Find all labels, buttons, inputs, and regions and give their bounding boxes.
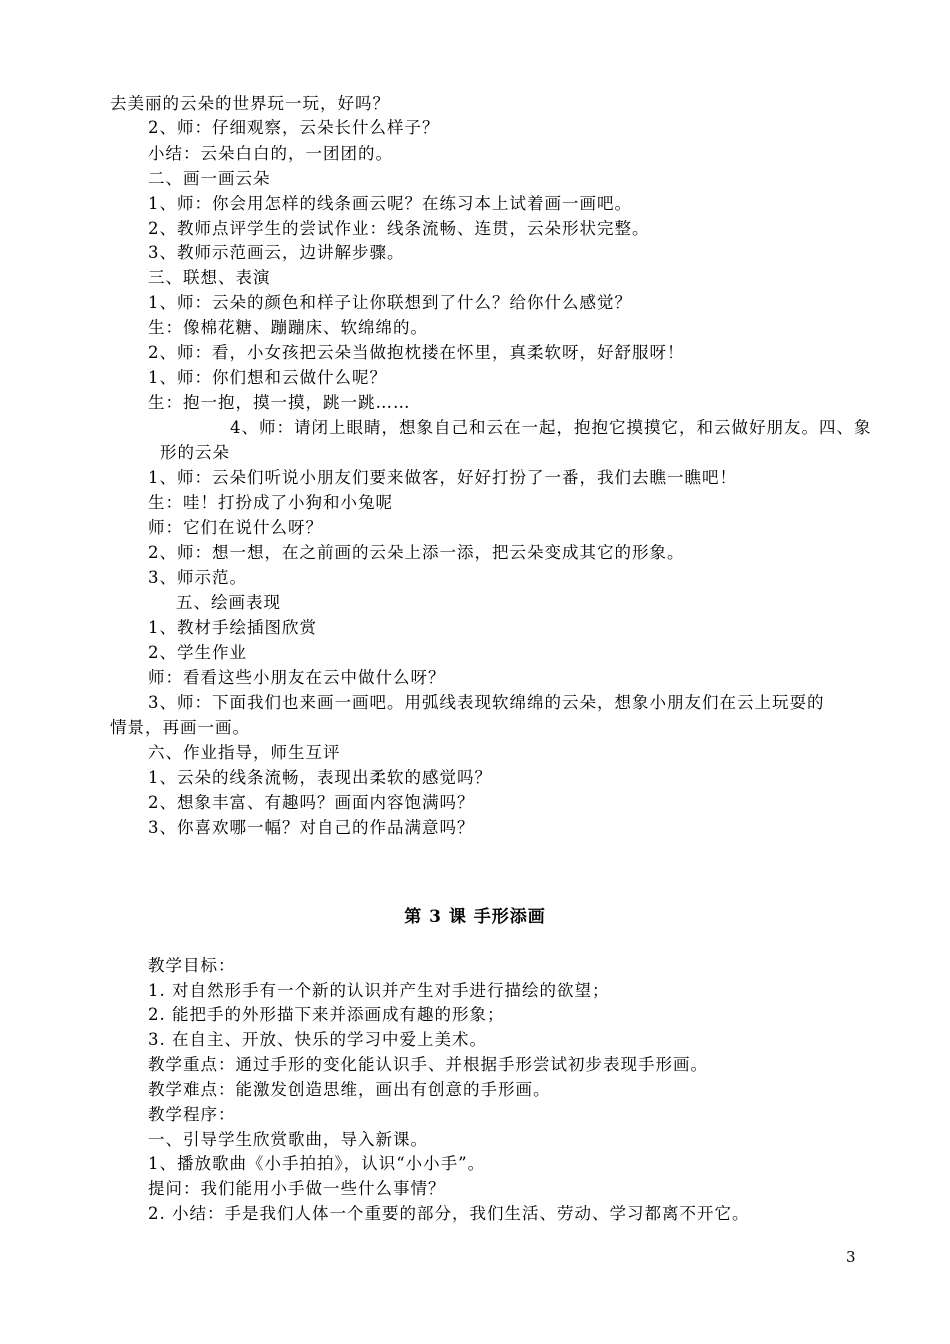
- section-heading: 六、作业指导，师生互评: [148, 743, 341, 762]
- text-line: 教学目标：: [148, 956, 236, 975]
- text-line: 2、想象丰富、有趣吗？画面内容饱满吗？: [148, 793, 475, 812]
- text-line: 1、师：你会用怎样的线条画云呢？在练习本上试着画一画吧。: [148, 194, 632, 213]
- text-line: 3、你喜欢哪一幅？对自己的作品满意吗？: [148, 818, 475, 837]
- text-line: 2、师：想一想，在之前画的云朵上添一添，把云朵变成其它的形象。: [148, 543, 685, 562]
- text-line: 2. 能把手的外形描下来并添画成有趣的形象；: [148, 1005, 505, 1024]
- page-number: 3: [846, 1248, 856, 1266]
- text-line: 2. 小结：手是我们人体一个重要的部分，我们生活、劳动、学习都离不开它。: [148, 1204, 750, 1223]
- section-heading: 一、引导学生欣赏歌曲，导入新课。: [148, 1130, 428, 1149]
- section-heading: 三、联想、表演: [148, 268, 271, 287]
- text-line: 提问：我们能用小手做一些什么事情？: [148, 1179, 446, 1198]
- section-heading: 五、绘画表现: [176, 593, 281, 612]
- text-line: 师：看看这些小朋友在云中做什么呀？: [148, 668, 446, 687]
- text-line: 2、师：仔细观察，云朵长什么样子？: [148, 118, 440, 137]
- text-line: 1、师：云朵的颜色和样子让你联想到了什么？给你什么感觉？: [148, 293, 632, 312]
- text-line: 生：像棉花糖、蹦蹦床、软绵绵的。: [148, 318, 428, 337]
- text-line: 生：哇！打扮成了小狗和小兔呢: [148, 493, 393, 512]
- text-line: 1、播放歌曲《小手拍拍》，认识“小小手”。: [148, 1154, 486, 1173]
- text-line: 小结：云朵白白的，一团团的。: [148, 144, 393, 163]
- text-line: 1、师：云朵们听说小朋友们要来做客，好好打扮了一番，我们去瞧一瞧吧！: [148, 468, 737, 487]
- text-line: 1、教材手绘插图欣赏: [148, 618, 317, 637]
- lesson-title: 第 3 课 手形添画: [404, 907, 546, 927]
- text-line: 3、师示范。: [148, 568, 247, 587]
- text-line: 2、学生作业: [148, 643, 247, 662]
- text-line: 教学程序：: [148, 1105, 236, 1124]
- text-line: 3. 在自主、开放、快乐的学习中爱上美术。: [148, 1030, 487, 1049]
- text-line: 1、师：你们想和云做什么呢？: [148, 368, 387, 387]
- text-line: 2、师：看，小女孩把云朵当做抱枕搂在怀里，真柔软呀，好舒服呀！: [148, 343, 685, 362]
- text-line: 1、云朵的线条流畅，表现出柔软的感觉吗？: [148, 768, 492, 787]
- text-line: 1. 对自然形手有一个新的认识并产生对手进行描绘的欲望；: [148, 981, 610, 1000]
- text-line: 教学难点：能激发创造思维，画出有创意的手形画。: [148, 1080, 551, 1099]
- text-line: 3、师：下面我们也来画一画吧。用弧线表现软绵绵的云朵，想象小朋友们在云上玩耍的: [148, 693, 825, 712]
- text-line: 生：抱一抱，摸一摸，跳一跳……: [148, 393, 411, 412]
- text-line: 3、教师示范画云，边讲解步骤。: [148, 243, 405, 262]
- text-line: 2、教师点评学生的尝试作业：线条流畅、连贯，云朵形状完整。: [148, 219, 650, 238]
- text-line: 情景，再画一画。: [110, 718, 250, 737]
- text-line: 4、师：请闭上眼睛，想象自己和云在一起，抱抱它摸摸它，和云做好朋友。四、象: [230, 418, 872, 437]
- section-heading: 形的云朵: [160, 443, 230, 462]
- text-line: 师：它们在说什么呀？: [148, 518, 323, 537]
- text-line: 教学重点：通过手形的变化能认识手、并根据手形尝试初步表现手形画。: [148, 1055, 708, 1074]
- section-heading: 二、画一画云朵: [148, 169, 271, 188]
- text-line: 去美丽的云朵的世界玩一玩，好吗？: [110, 94, 390, 113]
